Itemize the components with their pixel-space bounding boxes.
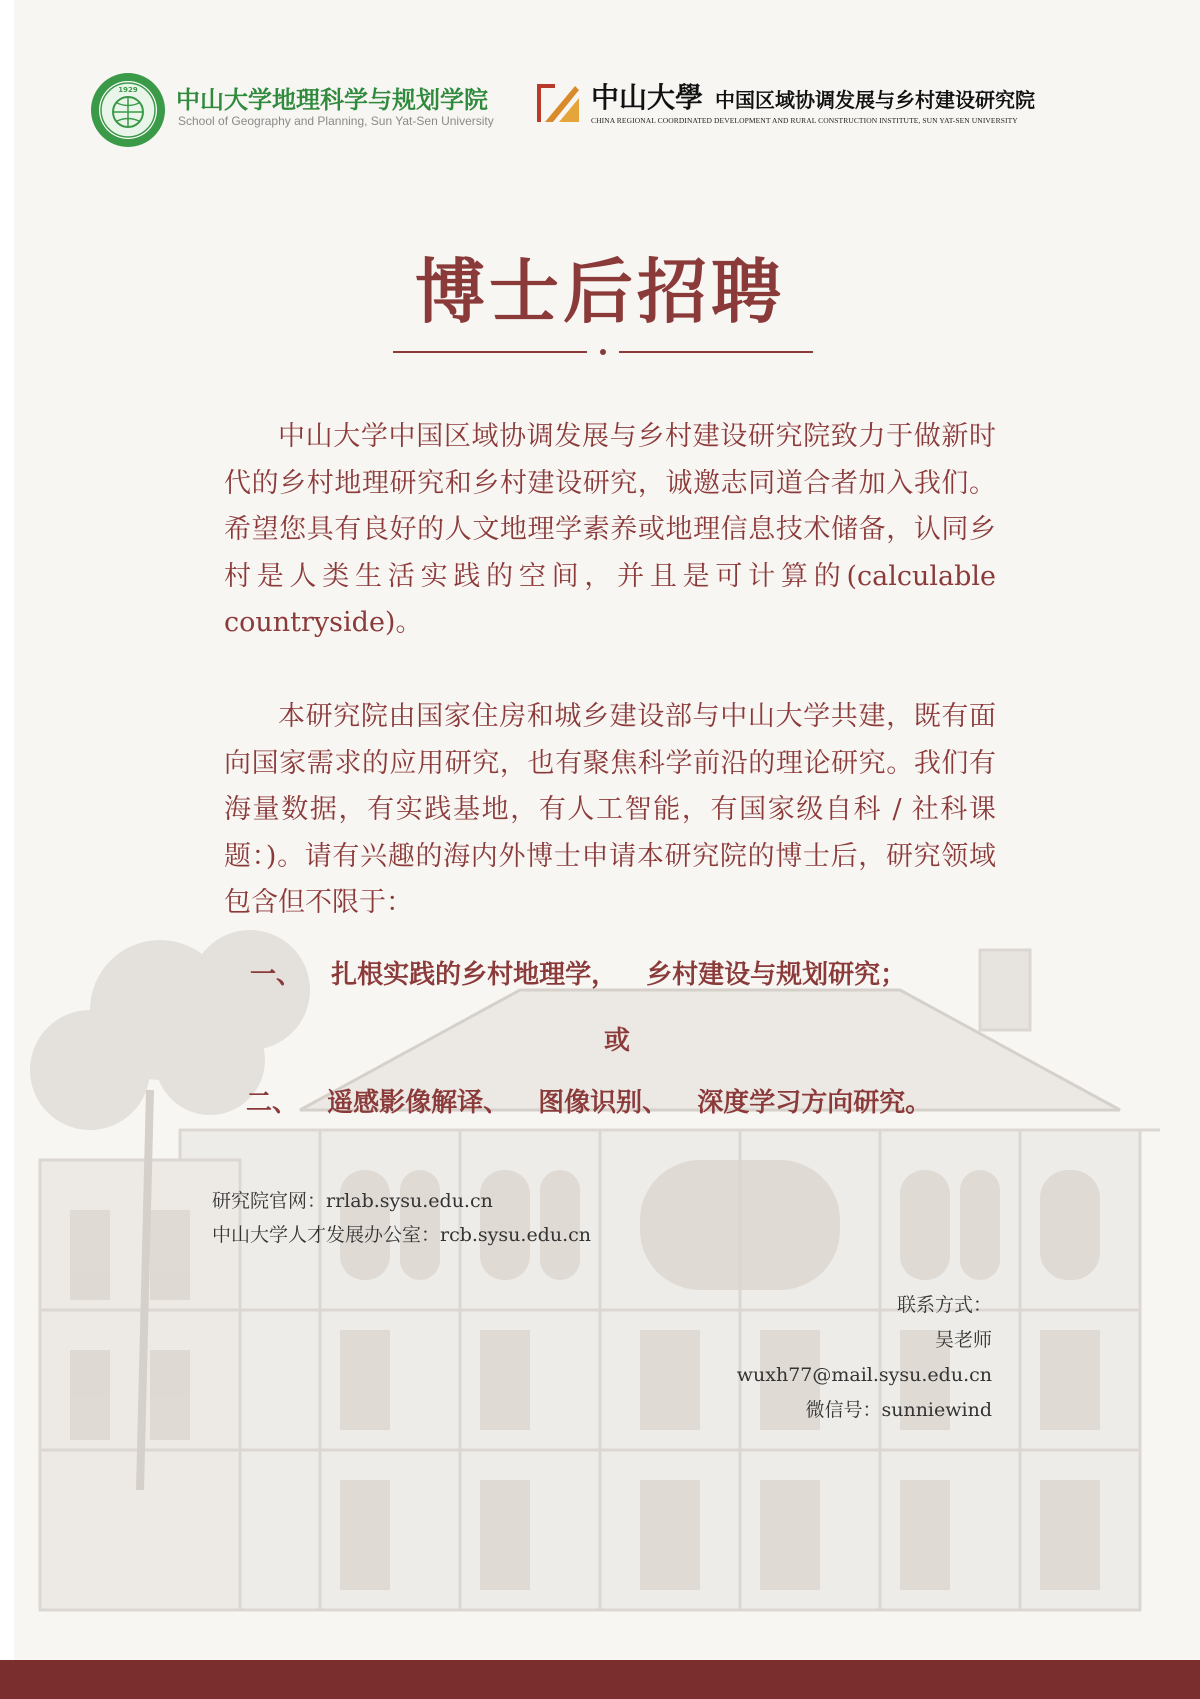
intro-paragraph: 中山大学中国区域协调发展与乡村建设研究院致力于做新时代的乡村地理研究和乡村建设研究，诚邀志同道合者加入我们。希望您具有良好的人文地理学素养或地理信息技术储备，认同乡村是人类生活实践的空间，并且是可计算的(calculable countryside)。 <box>224 421 996 638</box>
institute-mark-icon <box>535 82 581 124</box>
contact-heading: 联系方式： <box>896 1294 992 1316</box>
university-brand: 中山大學 <box>591 81 704 114</box>
institute-paragraph: 本研究院由国家住房和城乡建设部与中山大学共建，既有面向国家需求的应用研究，也有聚焦科学前沿的理论研究。我们有海量数据，有实践基地，有人工智能，有国家级自科 / 社科课题：)。请有兴趣的海内外博士申请本研究院的博士后，研究领域包含但不限于： <box>224 701 996 918</box>
institute-logo <box>535 76 1095 136</box>
school-logo <box>90 72 494 148</box>
institute-website-link[interactable]: 研究院官网：rrlab.sysu.edu.cn <box>212 1190 493 1212</box>
page-title: 博士后招聘 <box>415 250 785 333</box>
school-name-cn: 中山大学地理科学与规划学院 <box>176 86 488 114</box>
website-links <box>212 1184 591 1252</box>
emblem-year: 1929 <box>118 86 138 94</box>
contact-block <box>737 1288 992 1428</box>
contact-name: 吴老师 <box>934 1329 992 1351</box>
contact-email[interactable]: wuxh77@mail.sysu.edu.cn <box>736 1364 992 1386</box>
title-divider <box>393 346 813 358</box>
institute-name-en: CHINA REGIONAL COORDINATED DEVELOPMENT AND RURAL CONSTRUCTION INSTITUTE, SUN YAT-SEN UNIVERSITY <box>591 116 1018 125</box>
research-area-1-part-2: 乡村建设与规划研究； <box>646 960 907 990</box>
institute-name-cn: 中国区域协调发展与乡村建设研究院 <box>715 88 1035 112</box>
footer-bar <box>0 1660 1200 1699</box>
research-area-1-marker: 一、 <box>250 960 303 990</box>
research-area-2-part-3: 深度学习方向研究。 <box>697 1088 932 1118</box>
research-area-2 <box>246 1082 931 1119</box>
research-area-2-marker: 二、 <box>246 1088 299 1118</box>
talent-office-website-link[interactable]: 中山大学人才发展办公室：rcb.sysu.edu.cn <box>212 1224 591 1246</box>
contact-wechat: 微信号：sunniewind <box>805 1399 992 1421</box>
school-name-en: School of Geography and Planning, Sun Yat-Sen University <box>178 114 494 128</box>
research-area-1 <box>250 954 906 991</box>
school-emblem-icon <box>90 72 166 148</box>
research-area-or: 或 <box>603 1026 630 1056</box>
research-area-2-part-2: 图像识别、 <box>538 1088 669 1118</box>
research-area-2-part-1: 遥感影像解译、 <box>327 1088 510 1118</box>
research-area-1-part-1: 扎根实践的乡村地理学， <box>331 960 618 990</box>
